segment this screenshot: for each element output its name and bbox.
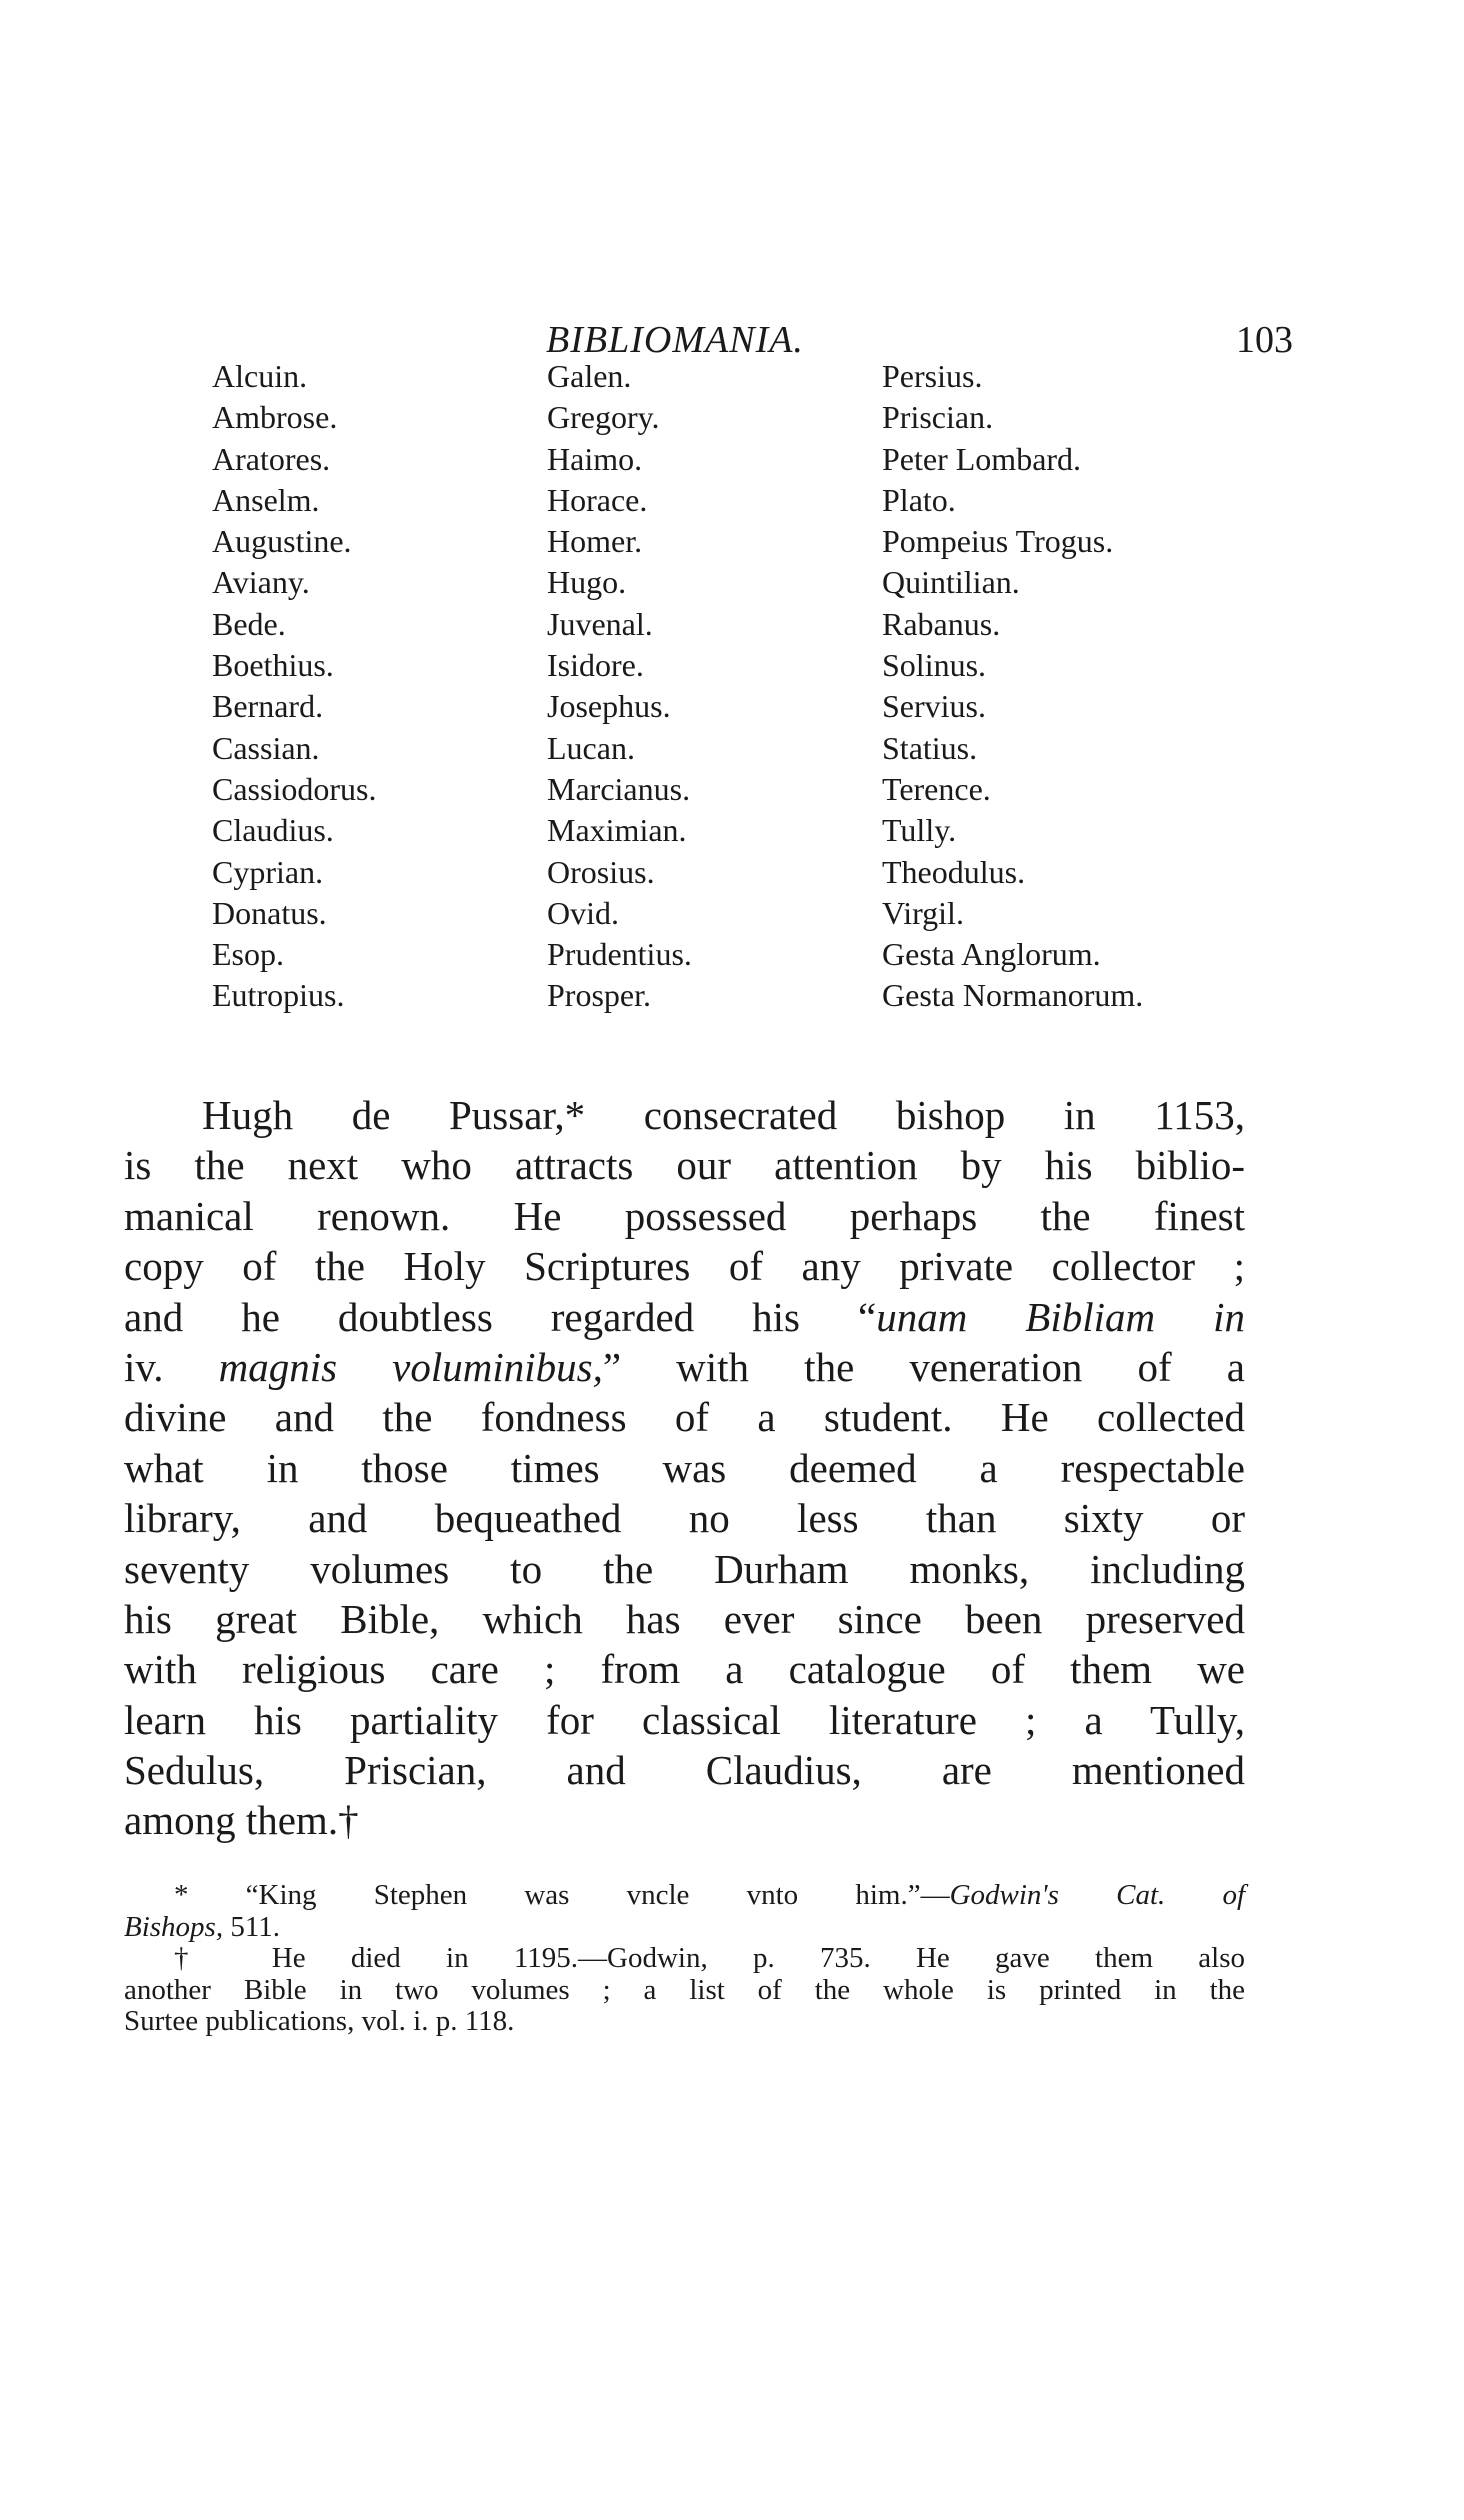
text-line: [124, 1795, 1245, 1845]
author-name: Anselm.: [212, 481, 320, 518]
text-segment: Surtee publications, vol. i. p. 118.: [124, 2005, 515, 2037]
text-segment: 511.: [223, 1910, 281, 1943]
author-name: Aratores.: [212, 440, 331, 477]
text-line: [124, 1090, 1245, 1140]
italic-text: magnis voluminibus,: [218, 1343, 603, 1390]
author-name: Haimo.: [547, 440, 643, 477]
text-segment: iv.: [124, 1343, 219, 1390]
author-name: Eutropius.: [212, 977, 345, 1014]
text-line: [124, 1695, 1245, 1745]
author-name: Lucan.: [547, 729, 635, 766]
text-segment: copy of the Holy Scriptures of any private collector ;: [124, 1243, 1245, 1290]
running-header-title: BIBLIOMANIA.: [546, 319, 804, 361]
author-name: Quintilian.: [882, 564, 1020, 601]
text-segment: his great Bible, which has ever since been preserved: [124, 1595, 1245, 1642]
text-line: [124, 1880, 1245, 1912]
text-line: [124, 1493, 1245, 1543]
author-name: Servius.: [882, 688, 986, 725]
author-name: Cyprian.: [212, 853, 324, 890]
author-name: Boethius.: [212, 647, 334, 684]
author-name: Cassian.: [212, 729, 320, 766]
author-name: Homer.: [547, 523, 643, 560]
text-line: [124, 1392, 1245, 1442]
author-name: Cassiodorus.: [212, 770, 377, 807]
italic-text: Bishops,: [124, 1910, 224, 1943]
text-segment: library, and bequeathed no less than sixty or: [124, 1495, 1245, 1542]
author-name: Ambrose.: [212, 399, 338, 436]
author-name: Esop.: [212, 936, 284, 973]
body-paragraph: [124, 1090, 1245, 1846]
author-name: Hugo.: [547, 564, 627, 601]
text-segment: and he doubtless regarded his “: [124, 1293, 877, 1340]
author-name: Augustine.: [212, 523, 352, 560]
author-name: Plato.: [882, 481, 956, 518]
author-name: Persius.: [882, 358, 983, 394]
text-line: [124, 1342, 1245, 1392]
text-line: [124, 1292, 1245, 1342]
text-line: [124, 1745, 1245, 1795]
author-name: Virgil.: [882, 894, 964, 931]
author-name: Prudentius.: [547, 936, 692, 973]
text-line: [124, 1943, 1245, 1975]
author-name: Horace.: [547, 481, 648, 518]
author-name: Marcianus.: [547, 770, 691, 807]
text-line: [124, 1140, 1245, 1190]
footnotes: [124, 1880, 1245, 2038]
author-name: Theodulus.: [882, 853, 1026, 890]
text-segment: is the next who attracts our attention by his biblio-: [124, 1142, 1245, 1189]
text-segment: learn his partiality for classical literature ; a Tully,: [124, 1696, 1245, 1743]
author-name: Prosper.: [547, 977, 651, 1014]
author-name: Priscian.: [882, 399, 994, 436]
author-name: Rabanus.: [882, 605, 1001, 642]
text-segment: ” with the veneration of a: [602, 1343, 1245, 1390]
text-line: [124, 1644, 1245, 1694]
text-segment: with religious care ; from a catalogue of them we: [124, 1646, 1245, 1693]
author-column-1: [212, 356, 376, 1017]
author-name: Ovid.: [547, 894, 619, 931]
text-segment: Sedulus, Priscian, and Claudius, are mentioned: [124, 1747, 1245, 1794]
text-segment: seventy volumes to the Durham monks, including: [124, 1545, 1245, 1592]
author-name: Gesta Anglorum.: [882, 936, 1101, 973]
author-name: Terence.: [882, 770, 991, 807]
author-name: Peter Lombard.: [882, 440, 1082, 477]
author-name: Statius.: [882, 729, 978, 766]
page-number: 103: [1236, 319, 1293, 361]
author-column-2: [547, 356, 692, 1017]
text-segment: manical renown. He possessed perhaps the finest: [124, 1192, 1245, 1239]
author-name: Gesta Normanorum.: [882, 977, 1144, 1014]
text-segment: among them.†: [124, 1797, 359, 1844]
italic-text: unam Bibliam in: [876, 1293, 1245, 1340]
text-line: [124, 1544, 1245, 1594]
text-line: [124, 1241, 1245, 1291]
author-name: Isidore.: [547, 647, 644, 684]
text-segment: † He died in 1195.—Godwin, p. 735. He gave them also: [174, 1942, 1245, 1974]
author-name: Bernard.: [212, 688, 324, 725]
author-name: Galen.: [547, 358, 632, 394]
text-segment: * “King Stephen was vncle vnto him.”—: [174, 1879, 950, 1911]
text-line: [124, 2006, 1245, 2038]
text-line: [124, 1191, 1245, 1241]
text-segment: Hugh de Pussar,* consecrated bishop in 1153,: [202, 1092, 1245, 1138]
author-name: Alcuin.: [212, 358, 308, 394]
author-name: Donatus.: [212, 894, 327, 931]
text-line: [124, 1912, 1245, 1944]
author-name: Aviany.: [212, 564, 310, 601]
italic-text: Godwin's Cat. of: [949, 1879, 1245, 1911]
text-segment: divine and the fondness of a student. He collected: [124, 1394, 1245, 1441]
text-line: [124, 1594, 1245, 1644]
author-name: Pompeius Trogus.: [882, 523, 1114, 560]
text-segment: another Bible in two volumes ; a list of the whole is printed in the: [124, 1973, 1245, 2006]
text-line: [124, 1975, 1245, 2007]
author-name: Maximian.: [547, 812, 687, 849]
author-name: Gregory.: [547, 399, 660, 436]
author-name: Bede.: [212, 605, 286, 642]
author-name: Juvenal.: [547, 605, 653, 642]
author-name: Solinus.: [882, 647, 987, 684]
author-name: Claudius.: [212, 812, 334, 849]
text-segment: what in those times was deemed a respectable: [124, 1444, 1245, 1491]
text-line: [124, 1443, 1245, 1493]
author-name: Orosius.: [547, 853, 655, 890]
author-column-3: [882, 356, 1143, 1017]
author-name: Tully.: [882, 812, 957, 849]
author-name: Josephus.: [547, 688, 671, 725]
